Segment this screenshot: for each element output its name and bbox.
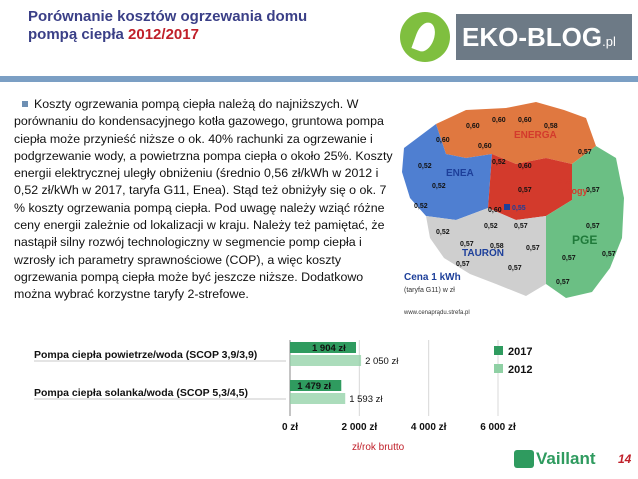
chart-legend [494, 346, 532, 376]
map-price-warsaw: 0,55 [512, 205, 526, 212]
logo-text [456, 14, 632, 60]
chart-x-axis-label: zł/rok brutto [352, 442, 405, 453]
map-price: 0,57 [508, 265, 522, 272]
page-title [28, 8, 388, 44]
chart-data-label: 1 593 zł [349, 394, 383, 405]
chart-legend-swatch [494, 364, 503, 373]
chart-x-tick-label: 0 zł [281, 422, 299, 433]
chart-x-ticks [282, 422, 516, 433]
map-region-label: ENEA [446, 168, 474, 179]
map-price: 0,60 [436, 137, 450, 144]
map-warsaw-marker [504, 204, 510, 210]
vaillant-logo [514, 449, 610, 471]
map-price: 0,60 [488, 207, 502, 214]
map-price: 0,52 [484, 223, 498, 230]
map-price: 0,57 [586, 223, 600, 230]
map-price: 0,57 [514, 223, 528, 230]
eko-blog-logo [398, 10, 634, 66]
hare-icon [514, 450, 534, 468]
title-line-2 [28, 26, 388, 44]
map-price: 0,57 [556, 279, 570, 286]
map-price-innogy: 0,53 [558, 179, 572, 186]
map-price: 0,52 [436, 229, 450, 236]
title-line-2-text: pompą ciepła [28, 26, 129, 43]
vaillant-wordmark: Vaillant [536, 449, 596, 468]
chart-bar [290, 355, 361, 366]
title-years: 2012/2017 [128, 26, 199, 43]
map-region-label: TAURON [462, 248, 505, 259]
map-price: 0,57 [578, 149, 592, 156]
chart-data-label: 1 904 zł [312, 343, 346, 354]
map-region-label: PGE [572, 233, 598, 247]
chart-legend-swatch [494, 346, 503, 355]
chart-data-label: 1 479 zł [297, 381, 332, 392]
map-price: 0,57 [602, 251, 616, 258]
chart-category-label: Pompa ciepła solanka/woda (SCOP 5,3/4,5) [34, 387, 248, 399]
map-innogy-marker [548, 180, 556, 188]
chart-legend-label: 2017 [508, 346, 533, 358]
map-price: 0,52 [418, 163, 432, 170]
leaf-icon [400, 12, 450, 62]
title-line-1: Porównanie kosztów ogrzewania domu [28, 8, 308, 25]
map-price: 0,60 [518, 163, 532, 170]
map-price: 0,52 [432, 183, 446, 190]
map-price: 0,52 [414, 203, 428, 210]
map-price: 0,57 [460, 241, 474, 248]
map-legend-sub: (taryfa G11) w zł [404, 287, 455, 294]
map-price: 0,60 [492, 117, 506, 124]
map-price: 0,58 [544, 123, 558, 130]
map-price: 0,57 [456, 261, 470, 268]
heating-cost-chart [28, 338, 568, 468]
map-price: 0,58 [490, 243, 504, 250]
map-price: 0,60 [466, 123, 480, 130]
map-region-label: innogy [558, 186, 588, 196]
map-price: 0,57 [586, 187, 600, 194]
chart-x-tick-label: 4 000 zł [410, 422, 447, 433]
chart-x-tick-label: 2 000 zł [341, 422, 378, 433]
logo-main: EKO-BLOG [462, 22, 603, 52]
chart-legend-label: 2012 [508, 364, 533, 376]
map-price: 0,57 [526, 245, 540, 252]
map-price: 0,57 [518, 187, 532, 194]
logo-suffix: .pl [602, 34, 616, 49]
map-region-label: ENERGA [514, 130, 557, 141]
chart-category-label: Pompa ciepła powietrze/woda (SCOP 3,9/3,9) [34, 349, 258, 361]
map-price: 0,52 [492, 159, 506, 166]
poland-energy-price-map [396, 88, 632, 318]
page-number: 14 [618, 452, 632, 466]
chart-bars [290, 342, 399, 405]
map-price: 0,60 [518, 117, 532, 124]
bullet-icon [22, 101, 28, 107]
header-divider [0, 76, 638, 82]
chart-data-label: 2 050 zł [365, 356, 399, 367]
map-source: www.cenaprądu.strefa.pl [404, 310, 470, 316]
map-legend-title: Cena 1 kWh [404, 272, 461, 283]
chart-categories [34, 349, 286, 399]
map-price: 0,57 [562, 255, 576, 262]
chart-x-tick-label: 6 000 zł [480, 422, 516, 433]
chart-bar [290, 393, 345, 404]
body-text: Koszty ogrzewania pompą ciepła należą do najniższych. W porównaniu do kondensacyjnego kotła gazowego, gruntowa pompa ciepła może przynieść niższe o ok. 40% rachunki za ogrzewanie i podgrzewanie wody, a powietrzna pompa ciepła o około 25%. Koszty energii elektrycznej uległy obniżeniu (średnio 0,56 zł/kWh w 2012 i 0,52 zł/kWh w 2017, taryfa G11, Enea). Stąd też obniżyły się o ok. 7 % koszty ogrzewania pompą ciepła. Pod uwagę należy wziąć różne ceny energii zależnie od lokalizacji w kraju. Należy też pamiętać, że nastąpił silny rozwój technologiczny w segmencie pomp ciepła i wzrosły ich parametry sprawnościowe (COP), a więc koszty ogrzewania pompą ciepła może być jeszcze niższe. Dodatkowo można wybrać korzystne taryfy 2-strefowe. [14, 97, 393, 302]
body-paragraph [14, 96, 398, 304]
map-price: 0,60 [478, 143, 492, 150]
